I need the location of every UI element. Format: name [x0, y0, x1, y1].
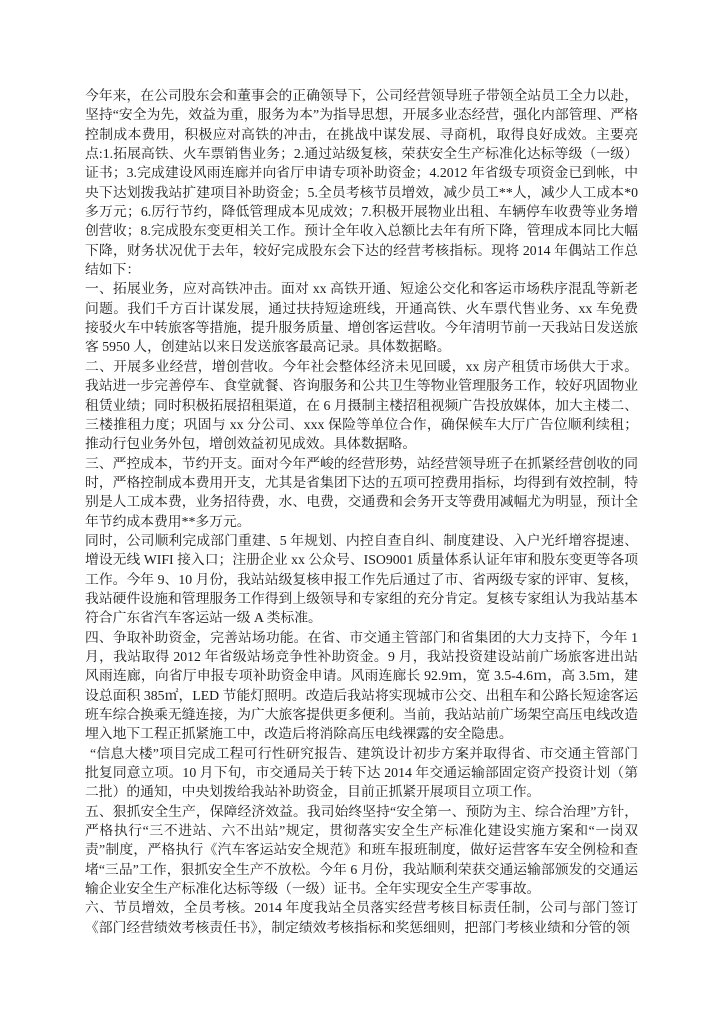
paragraph-section-2-diversified-operations: 二、开展多业经营，增创营收。今年社会整体经济未见回暖，xx 房产租赁市场供大于求。我站进一步完善停车、食堂就餐、咨询服务和公共卫生等物业管理服务工作，较好巩固物业租赁业绩；同时积极拓展招租渠道，在 6 月摄制主楼招租视频广告投放媒体，加大主楼二、三楼推租力度；巩固与 xx 分公司、xxx 保险等单位合作，确保候车大厅广告位顺利续租；推动行包业务外包，增创效益初见成效。具体数据略。	[85, 358, 638, 452]
paragraph-section-6-staff-assessment: 六、节员增效，全员考核。2014 年度我站全员落实经营考核目标责任制，公司与部门签订《部门经营绩效考核责任书》，制定绩效考核指标和奖惩细则，把部门考核业绩和分管的领	[85, 900, 638, 935]
paragraph-section-3-additional-work: 同时，公司顺利完成部门重建、5 年规划、内控自查自纠、制度建设、入户光纤增容提速、增设无线 WIFI 接入口；注册企业 xx 公众号、ISO9001 质量体系认证年审和股东变更等各项工作。今年 9、10 月份，我站站级复核申报工作先后通过了市、省两级专家的评审、复核，我站硬件设施和管理服务工作得到上级领导和专家组的充分肯定。复核专家组认为我站基本符合广东省汽车客运站一级 A 类标准。	[85, 532, 638, 626]
paragraph-section-1-expand-business: 一、拓展业务，应对高铁冲击。面对 xx 高铁开通、短途公交化和客运市场秩序混乱等新老问题。我们千方百计谋发展，通过扶持短途班线，开通高铁、火车票代售业务、xx 车免费接驳火车中转旅客等措施，提升服务质量、增创客运营收。今年清明节前一天我站日发送旅客 5950 人，创建站以来日发送旅客最高记录。具体数据略。	[85, 281, 638, 355]
paragraph-info-building-project: “信息大楼”项目完成工程可行性研究报告、建筑设计初步方案并取得省、市交通主管部门批复同意立项。10 月下旬，市交通局关于转下达 2014 年交通运输部固定资产投资计划（第二批）的通知，中央划拨给我站补助资金，目前正抓紧开展项目立项工作。	[85, 745, 638, 800]
paragraph-section-3-cost-control: 三、严控成本，节约开支。面对今年严峻的经营形势，站经营领导班子在抓紧经营创收的同时，严格控制成本费用开支，尤其是省集团下达的五项可控费用指标，均得到有效控制，特别是人工成本费，业务招待费，水、电费，交通费和会务开支等费用减幅尤为明显，预计全年节约成本费用**多万元。	[85, 455, 638, 529]
paragraph-intro-summary: 今年来，在公司股东会和董事会的正确领导下，公司经营领导班子带领全站员工全力以赴，坚持“安全为先，效益为重，服务为本”为指导思想，开展多业态经营，强化内部管理、严格控制成本费用，积极应对高铁的冲击，在挑战中谋发展、寻商机，取得良好成效。主要亮点:1.拓展高铁、火车票销售业务；2.通过站级复核，荣获安全生产标准化达标等级（一级）证书；3.完成建设风雨连廊并向省厅申请专项补助资金；4.2012 年省级专项资金已到帐，中央下达划拨我站扩建项目补助资金；5.全员考核节员增效，减少员工**人，减少人工成本*0 多万元；6.厉行节约，降低管理成本见成效；7.积极开展物业出租、车辆停车收费等业务增创营收；8.完成股东变更相关工作。预计全年收入总额比去年有所下降，管理成本同比大幅下降，财务状况优于去年，较好完成股东会下达的经营考核指标。现将 2014 年偶站工作总结如下：	[85, 88, 638, 278]
paragraph-section-5-safety-production: 五、狠抓安全生产，保障经济效益。我司始终坚持“安全第一、预防为主、综合治理”方针，严格执行“三不进站、六不出站”规定，贯彻落实安全生产标准化建设实施方案和“一岗双责”制度，严格执行《汽车客运站安全规范》和班车报班制度，做好运营客车安全例检和查堵“三品”工作，狠抓安全生产不放松。今年 6 月份，我站顺利荣获交通运输部颁发的交通运输企业安全生产标准化达标等级（一级）证书。全年实现安全生产零事故。	[85, 803, 638, 897]
document-body	[85, 86, 638, 937]
paragraph-section-4-subsidy-funds: 四、争取补助资金，完善站场功能。在省、市交通主管部门和省集团的大力支持下，今年 1 月，我站取得 2012 年省级站场竞争性补助资金。9 月，我站投资建设站前广场旅客进出站风雨连廊，向省厅申报专项补助资金申请。风雨连廊长 92.9ｍ，宽 3.5-4.6ｍ，高 3.5ｍ，建设总面积 385㎡，LED 节能灯照明。改造后我站将实现城市公交、出租车和公路长短途客运班车综合换乘无缝连接，为广大旅客提供更多便利。当前，我站站前广场架空高压电线改造埋入地下工程正抓紧施工中，改造后将消除高压电线裸露的安全隐患。	[85, 629, 638, 742]
